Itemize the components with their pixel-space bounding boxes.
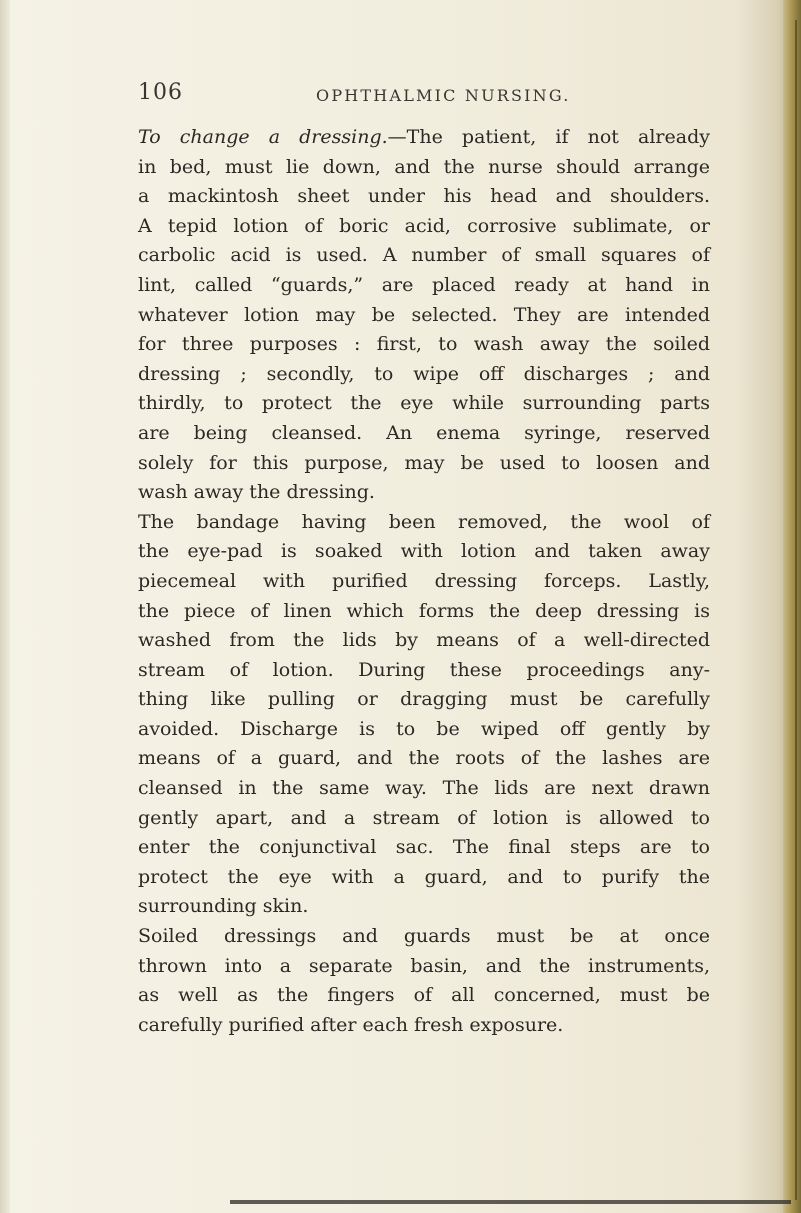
running-head: OPHTHALMIC NURSING.	[316, 86, 571, 105]
text-line: thing like pulling or dragging must be carefully	[138, 688, 710, 711]
text-line: A tepid lotion of boric acid, corrosive sublimate, or	[138, 214, 710, 237]
run-in-heading: To change a dressing.	[138, 126, 388, 148]
text-line: The bandage having been removed, the wool of	[138, 510, 710, 533]
text-line: avoided. Discharge is to be wiped off gently by	[138, 717, 710, 740]
text-line: lint, called “guards,” are placed ready at hand in	[138, 273, 710, 296]
text-line: are being cleansed. An enema syringe, reserved	[138, 421, 710, 444]
text-line: The patient, if not already	[406, 126, 710, 148]
book-spine-edge	[783, 0, 801, 1213]
run-in-dash: —	[387, 126, 407, 148]
text-line: wash away the dressing.	[138, 481, 375, 504]
text-line: for three purposes : first, to wash away the soiled	[138, 333, 710, 356]
text-line: dressing ; secondly, to wipe off discharges ; and	[138, 362, 710, 385]
body-text	[138, 123, 710, 1040]
text-line: cleansed in the same way. The lids are next drawn	[138, 777, 710, 800]
text-line: carefully purified after each fresh exposure.	[138, 1013, 564, 1036]
text-line: means of a guard, and the roots of the lashes are	[138, 747, 710, 770]
text-line: solely for this purpose, may be used to loosen and	[138, 451, 710, 474]
text-line: the piece of linen which forms the deep dressing is	[138, 599, 710, 622]
text-line: thirdly, to protect the eye while surrounding parts	[138, 392, 710, 415]
page-left-shadow	[0, 0, 10, 1213]
text-line: as well as the fingers of all concerned, must be	[138, 984, 710, 1007]
text-line: thrown into a separate basin, and the instruments,	[138, 954, 710, 977]
text-line: surrounding skin.	[138, 895, 309, 918]
text-line: protect the eye with a guard, and to purify the	[138, 865, 710, 888]
text-line: in bed, must lie down, and the nurse should arrange	[138, 155, 710, 178]
text-line: stream of lotion. During these proceedings any-	[138, 658, 710, 681]
text-line: washed from the lids by means of a well-directed	[138, 629, 710, 652]
spine-shadow-line	[795, 20, 797, 1200]
text-line-1	[138, 123, 710, 153]
text-line: enter the conjunctival sac. The final steps are to	[138, 836, 710, 859]
text-line: piecemeal with purified dressing forceps. Lastly,	[138, 569, 710, 592]
page-header	[138, 80, 708, 120]
page-bottom-edge	[230, 1200, 791, 1204]
text-line: Soiled dressings and guards must be at once	[138, 925, 710, 948]
page-number: 106	[138, 80, 183, 105]
text-line: whatever lotion may be selected. They are intended	[138, 303, 710, 326]
text-line: the eye-pad is soaked with lotion and taken away	[138, 540, 710, 563]
text-line: gently apart, and a stream of lotion is allowed to	[138, 806, 710, 829]
text-line: a mackintosh sheet under his head and shoulders.	[138, 185, 710, 208]
text-line: carbolic acid is used. A number of small squares of	[138, 244, 710, 267]
